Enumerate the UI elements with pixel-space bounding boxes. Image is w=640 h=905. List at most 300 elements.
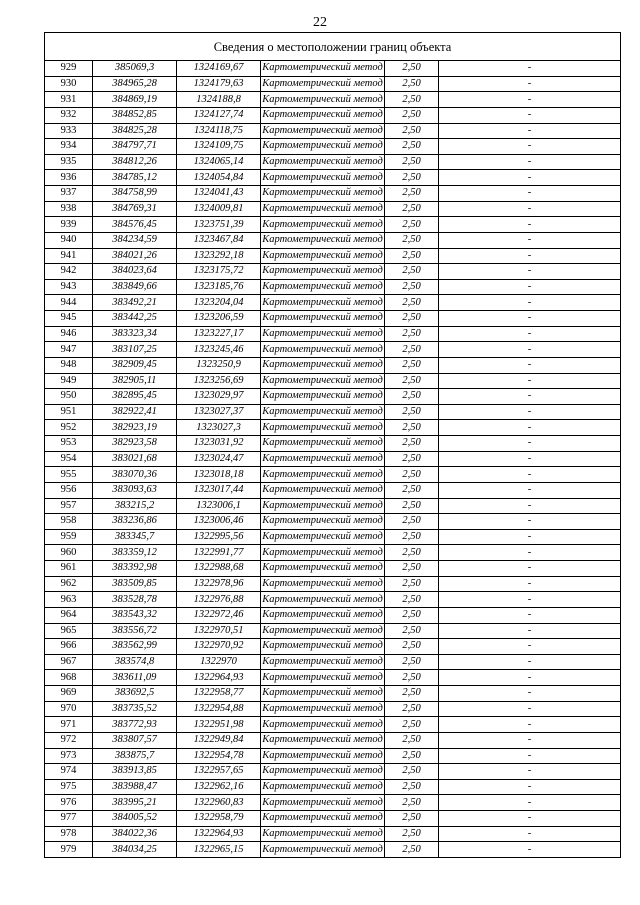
y-coordinate-cell: 1322954,78 — [177, 748, 261, 764]
x-coordinate-cell: 384965,28 — [93, 76, 177, 92]
table-row — [45, 592, 621, 608]
accuracy-cell: 2,50 — [385, 76, 439, 92]
accuracy-cell: 2,50 — [385, 592, 439, 608]
note-cell: - — [439, 357, 621, 373]
x-coordinate-cell: 383556,72 — [93, 623, 177, 639]
y-coordinate-cell: 1323256,69 — [177, 373, 261, 389]
point-number-cell: 947 — [45, 342, 93, 358]
note-cell: - — [439, 420, 621, 436]
method-cell: Картометрический метод — [261, 404, 385, 420]
point-number-cell: 962 — [45, 576, 93, 592]
note-cell: - — [439, 404, 621, 420]
x-coordinate-cell: 383988,47 — [93, 779, 177, 795]
table-row — [45, 295, 621, 311]
table-row — [45, 826, 621, 842]
x-coordinate-cell: 384034,25 — [93, 842, 177, 858]
y-coordinate-cell: 1322991,77 — [177, 545, 261, 561]
y-coordinate-cell: 1322954,88 — [177, 701, 261, 717]
point-number-cell: 972 — [45, 732, 93, 748]
method-cell: Картометрический метод — [261, 311, 385, 327]
point-number-cell: 960 — [45, 545, 93, 561]
table-row — [45, 373, 621, 389]
y-coordinate-cell: 1323031,92 — [177, 436, 261, 452]
x-coordinate-cell: 383692,5 — [93, 686, 177, 702]
point-number-cell: 935 — [45, 154, 93, 170]
method-cell: Картометрический метод — [261, 389, 385, 405]
point-number-cell: 954 — [45, 451, 93, 467]
method-cell: Картометрический метод — [261, 732, 385, 748]
x-coordinate-cell: 384825,28 — [93, 123, 177, 139]
point-number-cell: 964 — [45, 607, 93, 623]
point-number-cell: 970 — [45, 701, 93, 717]
point-number-cell: 961 — [45, 561, 93, 577]
accuracy-cell: 2,50 — [385, 482, 439, 498]
x-coordinate-cell: 382895,45 — [93, 389, 177, 405]
accuracy-cell: 2,50 — [385, 529, 439, 545]
table-row — [45, 529, 621, 545]
table-row — [45, 623, 621, 639]
x-coordinate-cell: 383392,98 — [93, 561, 177, 577]
y-coordinate-cell: 1323250,9 — [177, 357, 261, 373]
table-row — [45, 248, 621, 264]
method-cell: Картометрический метод — [261, 451, 385, 467]
point-number-cell: 966 — [45, 639, 93, 655]
y-coordinate-cell: 1323024,47 — [177, 451, 261, 467]
y-coordinate-cell: 1323292,18 — [177, 248, 261, 264]
accuracy-cell: 2,50 — [385, 326, 439, 342]
point-number-cell: 932 — [45, 107, 93, 123]
point-number-cell: 958 — [45, 514, 93, 530]
method-cell: Картометрический метод — [261, 561, 385, 577]
x-coordinate-cell: 384234,59 — [93, 232, 177, 248]
note-cell: - — [439, 842, 621, 858]
point-number-cell: 952 — [45, 420, 93, 436]
method-cell: Картометрический метод — [261, 482, 385, 498]
point-number-cell: 929 — [45, 61, 93, 77]
x-coordinate-cell: 383849,66 — [93, 279, 177, 295]
x-coordinate-cell: 384797,71 — [93, 139, 177, 155]
method-cell: Картометрический метод — [261, 811, 385, 827]
accuracy-cell: 2,50 — [385, 61, 439, 77]
x-coordinate-cell: 383509,85 — [93, 576, 177, 592]
note-cell: - — [439, 686, 621, 702]
note-cell: - — [439, 607, 621, 623]
note-cell: - — [439, 248, 621, 264]
x-coordinate-cell: 383807,57 — [93, 732, 177, 748]
point-number-cell: 974 — [45, 764, 93, 780]
method-cell: Картометрический метод — [261, 639, 385, 655]
method-cell: Картометрический метод — [261, 701, 385, 717]
note-cell: - — [439, 326, 621, 342]
note-cell: - — [439, 732, 621, 748]
accuracy-cell: 2,50 — [385, 248, 439, 264]
point-number-cell: 957 — [45, 498, 93, 514]
x-coordinate-cell: 384812,26 — [93, 154, 177, 170]
point-number-cell: 955 — [45, 467, 93, 483]
accuracy-cell: 2,50 — [385, 514, 439, 530]
note-cell: - — [439, 467, 621, 483]
table-row — [45, 686, 621, 702]
method-cell: Картометрический метод — [261, 670, 385, 686]
y-coordinate-cell: 1323175,72 — [177, 264, 261, 280]
y-coordinate-cell: 1324188,8 — [177, 92, 261, 108]
note-cell: - — [439, 92, 621, 108]
accuracy-cell: 2,50 — [385, 717, 439, 733]
accuracy-cell: 2,50 — [385, 576, 439, 592]
method-cell: Картометрический метод — [261, 232, 385, 248]
note-cell: - — [439, 764, 621, 780]
note-cell: - — [439, 264, 621, 280]
y-coordinate-cell: 1324109,75 — [177, 139, 261, 155]
table-row — [45, 420, 621, 436]
accuracy-cell: 2,50 — [385, 764, 439, 780]
y-coordinate-cell: 1322995,56 — [177, 529, 261, 545]
point-number-cell: 953 — [45, 436, 93, 452]
y-coordinate-cell: 1323204,04 — [177, 295, 261, 311]
point-number-cell: 969 — [45, 686, 93, 702]
point-number-cell: 941 — [45, 248, 93, 264]
y-coordinate-cell: 1322972,46 — [177, 607, 261, 623]
note-cell: - — [439, 107, 621, 123]
table-row — [45, 514, 621, 530]
note-cell: - — [439, 592, 621, 608]
table-row — [45, 436, 621, 452]
method-cell: Картометрический метод — [261, 248, 385, 264]
method-cell: Картометрический метод — [261, 654, 385, 670]
method-cell: Картометрический метод — [261, 357, 385, 373]
method-cell: Картометрический метод — [261, 436, 385, 452]
y-coordinate-cell: 1323017,44 — [177, 482, 261, 498]
point-number-cell: 945 — [45, 311, 93, 327]
accuracy-cell: 2,50 — [385, 264, 439, 280]
y-coordinate-cell: 1324065,14 — [177, 154, 261, 170]
x-coordinate-cell: 384852,85 — [93, 107, 177, 123]
y-coordinate-cell: 1322962,16 — [177, 779, 261, 795]
table-row — [45, 389, 621, 405]
table-row — [45, 264, 621, 280]
y-coordinate-cell: 1322970 — [177, 654, 261, 670]
accuracy-cell: 2,50 — [385, 467, 439, 483]
accuracy-cell: 2,50 — [385, 186, 439, 202]
y-coordinate-cell: 1323029,97 — [177, 389, 261, 405]
point-number-cell: 978 — [45, 826, 93, 842]
point-number-cell: 938 — [45, 201, 93, 217]
y-coordinate-cell: 1322965,15 — [177, 842, 261, 858]
accuracy-cell: 2,50 — [385, 811, 439, 827]
accuracy-cell: 2,50 — [385, 795, 439, 811]
note-cell: - — [439, 670, 621, 686]
note-cell: - — [439, 389, 621, 405]
note-cell: - — [439, 170, 621, 186]
method-cell: Картометрический метод — [261, 748, 385, 764]
table-row — [45, 764, 621, 780]
x-coordinate-cell: 383345,7 — [93, 529, 177, 545]
table-row — [45, 139, 621, 155]
page-number: 22 — [313, 15, 327, 30]
method-cell: Картометрический метод — [261, 420, 385, 436]
y-coordinate-cell: 1323027,3 — [177, 420, 261, 436]
table-title: Сведения о местоположении границ объекта — [45, 33, 621, 61]
table-row — [45, 607, 621, 623]
note-cell: - — [439, 654, 621, 670]
y-coordinate-cell: 1323185,76 — [177, 279, 261, 295]
point-number-cell: 930 — [45, 76, 93, 92]
note-cell: - — [439, 217, 621, 233]
note-cell: - — [439, 529, 621, 545]
x-coordinate-cell: 383070,36 — [93, 467, 177, 483]
method-cell: Картометрический метод — [261, 779, 385, 795]
accuracy-cell: 2,50 — [385, 279, 439, 295]
y-coordinate-cell: 1322957,65 — [177, 764, 261, 780]
table-row — [45, 779, 621, 795]
x-coordinate-cell: 383021,68 — [93, 451, 177, 467]
point-number-cell: 948 — [45, 357, 93, 373]
y-coordinate-cell: 1323006,46 — [177, 514, 261, 530]
point-number-cell: 942 — [45, 264, 93, 280]
x-coordinate-cell: 384023,64 — [93, 264, 177, 280]
y-coordinate-cell: 1322970,51 — [177, 623, 261, 639]
accuracy-cell: 2,50 — [385, 842, 439, 858]
x-coordinate-cell: 383995,21 — [93, 795, 177, 811]
accuracy-cell: 2,50 — [385, 732, 439, 748]
method-cell: Картометрический метод — [261, 76, 385, 92]
table-row — [45, 342, 621, 358]
x-coordinate-cell: 384576,45 — [93, 217, 177, 233]
y-coordinate-cell: 1323751,39 — [177, 217, 261, 233]
table-row — [45, 107, 621, 123]
x-coordinate-cell: 383611,09 — [93, 670, 177, 686]
point-number-cell: 950 — [45, 389, 93, 405]
table-row — [45, 654, 621, 670]
method-cell: Картометрический метод — [261, 764, 385, 780]
accuracy-cell: 2,50 — [385, 654, 439, 670]
accuracy-cell: 2,50 — [385, 748, 439, 764]
accuracy-cell: 2,50 — [385, 498, 439, 514]
note-cell: - — [439, 123, 621, 139]
method-cell: Картометрический метод — [261, 107, 385, 123]
note-cell: - — [439, 482, 621, 498]
accuracy-cell: 2,50 — [385, 561, 439, 577]
table-row — [45, 123, 621, 139]
accuracy-cell: 2,50 — [385, 451, 439, 467]
note-cell: - — [439, 498, 621, 514]
accuracy-cell: 2,50 — [385, 295, 439, 311]
x-coordinate-cell: 382923,58 — [93, 436, 177, 452]
point-number-cell: 951 — [45, 404, 93, 420]
y-coordinate-cell: 1322988,68 — [177, 561, 261, 577]
point-number-cell: 936 — [45, 170, 93, 186]
accuracy-cell: 2,50 — [385, 139, 439, 155]
note-cell: - — [439, 623, 621, 639]
x-coordinate-cell: 384785,12 — [93, 170, 177, 186]
method-cell: Картометрический метод — [261, 61, 385, 77]
accuracy-cell: 2,50 — [385, 123, 439, 139]
y-coordinate-cell: 1323206,59 — [177, 311, 261, 327]
point-number-cell: 934 — [45, 139, 93, 155]
table-row — [45, 311, 621, 327]
x-coordinate-cell: 383772,93 — [93, 717, 177, 733]
x-coordinate-cell: 383492,21 — [93, 295, 177, 311]
method-cell: Картометрический метод — [261, 795, 385, 811]
accuracy-cell: 2,50 — [385, 404, 439, 420]
x-coordinate-cell: 383913,85 — [93, 764, 177, 780]
x-coordinate-cell: 384021,26 — [93, 248, 177, 264]
table-row — [45, 748, 621, 764]
y-coordinate-cell: 1322949,84 — [177, 732, 261, 748]
table-row — [45, 92, 621, 108]
table-row — [45, 451, 621, 467]
y-coordinate-cell: 1322978,96 — [177, 576, 261, 592]
note-cell: - — [439, 232, 621, 248]
point-number-cell: 959 — [45, 529, 93, 545]
point-number-cell: 968 — [45, 670, 93, 686]
table-row — [45, 154, 621, 170]
x-coordinate-cell: 383323,34 — [93, 326, 177, 342]
table-row — [45, 670, 621, 686]
method-cell: Картометрический метод — [261, 717, 385, 733]
accuracy-cell: 2,50 — [385, 639, 439, 655]
y-coordinate-cell: 1322964,93 — [177, 826, 261, 842]
note-cell: - — [439, 311, 621, 327]
point-number-cell: 949 — [45, 373, 93, 389]
table-row — [45, 561, 621, 577]
x-coordinate-cell: 383528,78 — [93, 592, 177, 608]
note-cell: - — [439, 201, 621, 217]
point-number-cell: 943 — [45, 279, 93, 295]
note-cell: - — [439, 717, 621, 733]
point-number-cell: 963 — [45, 592, 93, 608]
y-coordinate-cell: 1322958,77 — [177, 686, 261, 702]
x-coordinate-cell: 384769,31 — [93, 201, 177, 217]
point-number-cell: 956 — [45, 482, 93, 498]
note-cell: - — [439, 748, 621, 764]
y-coordinate-cell: 1324118,75 — [177, 123, 261, 139]
accuracy-cell: 2,50 — [385, 670, 439, 686]
point-number-cell: 973 — [45, 748, 93, 764]
x-coordinate-cell: 384869,19 — [93, 92, 177, 108]
table-row — [45, 404, 621, 420]
method-cell: Картометрический метод — [261, 529, 385, 545]
method-cell: Картометрический метод — [261, 373, 385, 389]
y-coordinate-cell: 1323027,37 — [177, 404, 261, 420]
note-cell: - — [439, 61, 621, 77]
accuracy-cell: 2,50 — [385, 686, 439, 702]
table-row — [45, 795, 621, 811]
x-coordinate-cell: 383543,32 — [93, 607, 177, 623]
method-cell: Картометрический метод — [261, 326, 385, 342]
point-number-cell: 946 — [45, 326, 93, 342]
x-coordinate-cell: 385069,3 — [93, 61, 177, 77]
method-cell: Картометрический метод — [261, 686, 385, 702]
x-coordinate-cell: 383107,25 — [93, 342, 177, 358]
note-cell: - — [439, 779, 621, 795]
table-row — [45, 279, 621, 295]
x-coordinate-cell: 383574,8 — [93, 654, 177, 670]
table-row — [45, 201, 621, 217]
method-cell: Картометрический метод — [261, 623, 385, 639]
method-cell: Картометрический метод — [261, 545, 385, 561]
note-cell: - — [439, 826, 621, 842]
accuracy-cell: 2,50 — [385, 623, 439, 639]
point-number-cell: 965 — [45, 623, 93, 639]
accuracy-cell: 2,50 — [385, 420, 439, 436]
y-coordinate-cell: 1322951,98 — [177, 717, 261, 733]
x-coordinate-cell: 383562,99 — [93, 639, 177, 655]
table-row — [45, 576, 621, 592]
note-cell: - — [439, 76, 621, 92]
table-row — [45, 232, 621, 248]
point-number-cell: 976 — [45, 795, 93, 811]
accuracy-cell: 2,50 — [385, 342, 439, 358]
method-cell: Картометрический метод — [261, 342, 385, 358]
y-coordinate-cell: 1323227,17 — [177, 326, 261, 342]
accuracy-cell: 2,50 — [385, 170, 439, 186]
table-row — [45, 639, 621, 655]
y-coordinate-cell: 1323467,84 — [177, 232, 261, 248]
table-row — [45, 170, 621, 186]
y-coordinate-cell: 1322970,92 — [177, 639, 261, 655]
note-cell: - — [439, 186, 621, 202]
table-row — [45, 811, 621, 827]
method-cell: Картометрический метод — [261, 576, 385, 592]
method-cell: Картометрический метод — [261, 592, 385, 608]
point-number-cell: 979 — [45, 842, 93, 858]
method-cell: Картометрический метод — [261, 92, 385, 108]
method-cell: Картометрический метод — [261, 826, 385, 842]
note-cell: - — [439, 373, 621, 389]
method-cell: Картометрический метод — [261, 514, 385, 530]
x-coordinate-cell: 382909,45 — [93, 357, 177, 373]
accuracy-cell: 2,50 — [385, 217, 439, 233]
x-coordinate-cell: 383442,25 — [93, 311, 177, 327]
note-cell: - — [439, 561, 621, 577]
method-cell: Картометрический метод — [261, 607, 385, 623]
y-coordinate-cell: 1324041,43 — [177, 186, 261, 202]
table-title-row — [45, 33, 621, 61]
method-cell: Картометрический метод — [261, 279, 385, 295]
note-cell: - — [439, 639, 621, 655]
table-row — [45, 326, 621, 342]
accuracy-cell: 2,50 — [385, 201, 439, 217]
note-cell: - — [439, 436, 621, 452]
note-cell: - — [439, 279, 621, 295]
method-cell: Картометрический метод — [261, 123, 385, 139]
point-number-cell: 971 — [45, 717, 93, 733]
method-cell: Картометрический метод — [261, 467, 385, 483]
y-coordinate-cell: 1323018,18 — [177, 467, 261, 483]
method-cell: Картометрический метод — [261, 139, 385, 155]
method-cell: Картометрический метод — [261, 295, 385, 311]
point-number-cell: 939 — [45, 217, 93, 233]
y-coordinate-cell: 1324169,67 — [177, 61, 261, 77]
boundary-table — [44, 32, 621, 858]
y-coordinate-cell: 1323245,46 — [177, 342, 261, 358]
accuracy-cell: 2,50 — [385, 701, 439, 717]
table-row — [45, 482, 621, 498]
note-cell: - — [439, 342, 621, 358]
note-cell: - — [439, 451, 621, 467]
note-cell: - — [439, 295, 621, 311]
point-number-cell: 944 — [45, 295, 93, 311]
method-cell: Картометрический метод — [261, 842, 385, 858]
table-row — [45, 61, 621, 77]
note-cell: - — [439, 514, 621, 530]
point-number-cell: 975 — [45, 779, 93, 795]
accuracy-cell: 2,50 — [385, 389, 439, 405]
y-coordinate-cell: 1322960,83 — [177, 795, 261, 811]
method-cell: Картометрический метод — [261, 170, 385, 186]
x-coordinate-cell: 383735,52 — [93, 701, 177, 717]
